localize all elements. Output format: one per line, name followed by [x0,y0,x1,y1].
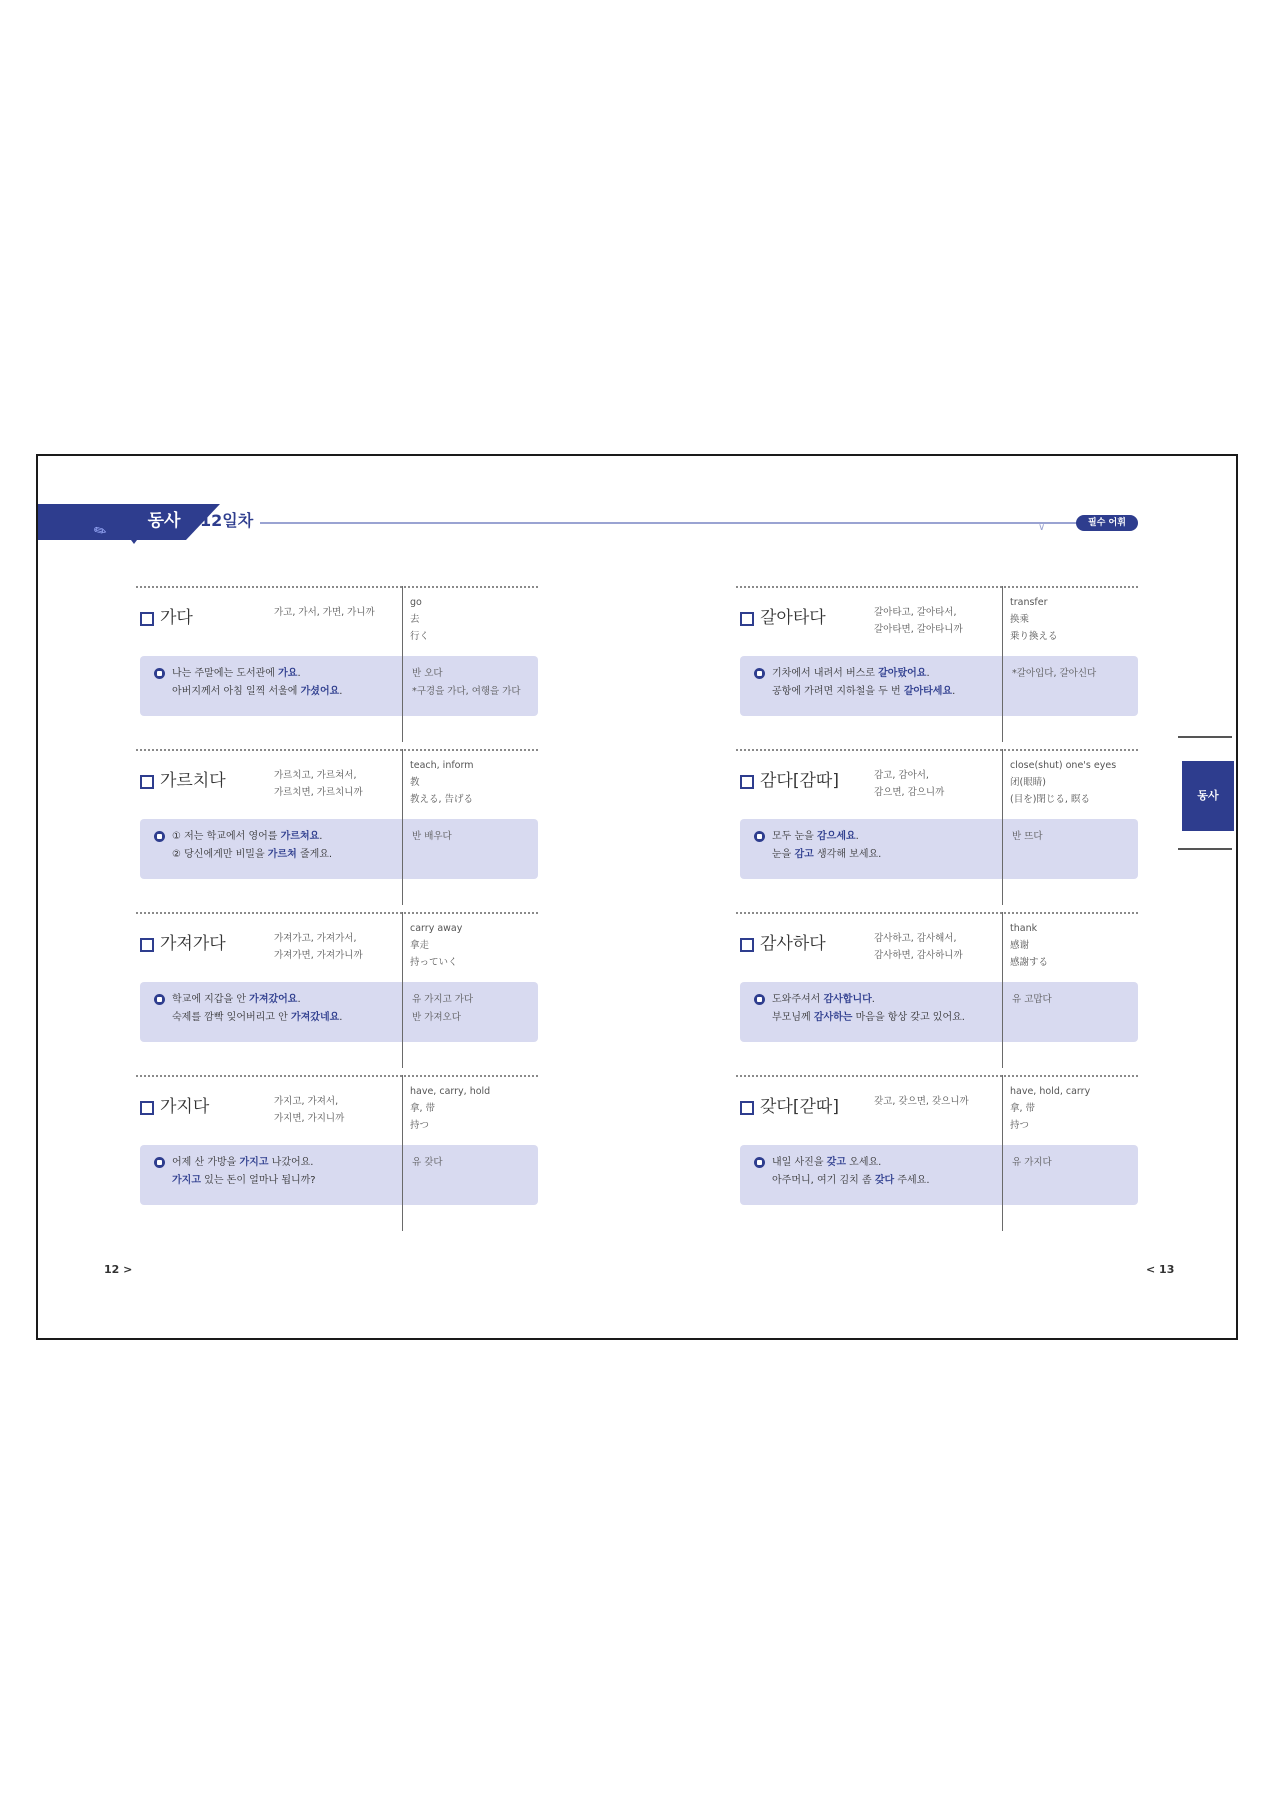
related-word: 유 가지다 [1012,1157,1052,1168]
conjugation-form: 감고, 감아서, [874,770,929,781]
example-box [140,982,538,1042]
related-words [412,828,534,846]
checkbox-icon[interactable] [140,938,154,952]
headword: 가져가다 [160,934,226,954]
example-box [740,819,1138,879]
example-sentence [172,1172,398,1190]
conjugation-forms [274,767,398,801]
translation: transfer [1010,597,1048,608]
sentence-text: 도와주셔서 [772,994,824,1005]
headword: 가르치다 [160,771,226,791]
day-label: 12일차 [200,511,254,530]
related-word: 유 고맙다 [1012,994,1052,1005]
example-bullet-icon [154,831,165,842]
sentence-text: . [952,686,956,697]
checkbox-icon[interactable] [740,612,754,626]
example-bullet-icon [754,994,765,1005]
example-sentence [772,1154,998,1172]
example-bullet-icon [754,668,765,679]
sentence-text: 아주머니, 여기 김치 좀 [772,1175,875,1186]
conjugation-forms [274,604,398,621]
highlighted-word: 가지고 [239,1157,269,1168]
sentence-text: ② 당신에게만 비밀을 [172,849,268,860]
sentence-text: 있는 돈이 얼마나 됩니까? [200,1175,316,1186]
example-separator [402,1145,403,1205]
translation: have, hold, carry [1010,1086,1091,1097]
sentence-text: 공항에 가려면 지하철을 두 번 [772,686,904,697]
sentence-text: . [339,1012,343,1023]
example-sentence [172,991,398,1009]
related-word: 반 가져오다 [412,1012,461,1023]
example-sentence [772,1009,998,1027]
entry-divider [736,912,1138,914]
translations [410,757,536,808]
highlighted-word: 갈아탔어요 [878,668,927,679]
highlighted-word: 가르쳐요 [280,831,320,842]
sentence-text: 학교에 지갑을 안 [172,994,250,1005]
headword: 가지다 [160,1097,210,1117]
example-bullet-icon [754,831,765,842]
translation: 行く [410,631,430,642]
conjugation-forms [274,930,398,964]
checkbox-icon[interactable] [740,1101,754,1115]
headword: 감다[감따] [760,771,839,791]
example-sentences [772,828,998,864]
related-word: *구경을 가다, 여행을 가다 [412,686,521,697]
example-sentences [172,1154,398,1190]
sentence-text: 나는 주말에는 도서관에 [172,668,279,679]
vocab-entry [736,586,1138,742]
conjugation-form: 감사하고, 감사해서, [874,933,957,944]
translations [1010,757,1136,808]
translations [1010,920,1136,971]
sentence-text: . [855,831,859,842]
example-sentence [772,846,998,864]
highlighted-word: 가지고 [172,1175,201,1186]
example-sentence [172,1009,398,1027]
example-sentence [172,683,398,701]
vocab-entry [736,749,1138,905]
vocab-entry [136,1075,538,1231]
translation: 感謝する [1010,957,1049,968]
highlighted-word: 갖고 [826,1157,846,1168]
header-rule-chevron: ∨ [1038,522,1046,533]
translation: 感谢 [1010,940,1030,951]
sentence-text: . [871,994,875,1005]
related-words [1012,828,1134,846]
entry-divider [736,1075,1138,1077]
example-sentences [772,1154,998,1190]
example-bullet-icon [754,1157,765,1168]
conjugation-forms [874,1093,998,1110]
example-separator [402,982,403,1042]
header-rule [260,522,1082,524]
sentence-text: 숙제를 깜빡 잊어버리고 안 [172,1012,291,1023]
conjugation-form: 가르치면, 가르치니까 [274,787,363,798]
translation: 持つ [1010,1120,1030,1131]
example-sentence [172,828,398,846]
related-word: 반 배우다 [412,831,452,842]
conjugation-form: 가고, 가서, 가면, 가니까 [274,607,375,618]
example-box [140,656,538,716]
translation: (目を)閉じる, 瞑る [1010,794,1090,805]
related-word: 반 뜨다 [1012,831,1043,842]
sentence-text: ① 저는 학교에서 영어를 [172,831,281,842]
related-words [1012,665,1134,683]
vocab-entry [136,749,538,905]
headword: 갖다[갇따] [760,1097,839,1117]
highlighted-word: 감으세요 [817,831,856,842]
headword: 감사하다 [760,934,826,954]
translation: 持っていく [410,957,458,968]
conjugation-forms [874,604,998,638]
translation: 拿走 [410,940,430,951]
page-number-right: < 13 [1146,1263,1175,1276]
related-word: *갈아입다, 갈아신다 [1012,668,1097,679]
sentence-text: 줄게요. [296,849,333,860]
vocab-entry [736,1075,1138,1231]
translation: close(shut) one's eyes [1010,760,1117,771]
header-notch [128,536,140,544]
translation: 换乘 [1010,614,1030,625]
side-rule-top [1178,736,1232,738]
vocab-entry [136,586,538,742]
highlighted-word: 가져갔네요 [290,1012,340,1023]
highlighted-word: 갖다 [874,1175,895,1186]
checkbox-icon[interactable] [740,775,754,789]
sentence-text: 부모님께 [772,1012,814,1023]
example-sentences [172,665,398,701]
conjugation-forms [274,1093,398,1127]
translations [1010,594,1136,645]
example-sentence [772,665,998,683]
example-sentence [772,991,998,1009]
related-words [412,1154,534,1172]
highlighted-word: 가져갔어요 [249,994,298,1005]
checkbox-icon[interactable] [140,612,154,626]
translation: 教 [410,777,420,788]
sentence-text: 오세요. [846,1157,882,1168]
example-sentence [772,1172,998,1190]
sentence-text: 눈을 [772,849,795,860]
sentence-text: 모두 눈을 [772,831,817,842]
pen-icon: ✎ [90,520,111,542]
example-sentences [172,991,398,1027]
conjugation-form: 가져가고, 가져가서, [274,933,357,944]
translation: carry away [410,923,463,934]
header-badge: 필수 어휘 [1076,515,1138,531]
sentence-text: 주세요. [894,1175,930,1186]
example-separator [1002,982,1003,1042]
related-word: 유 갖다 [412,1157,443,1168]
example-sentences [172,828,398,864]
highlighted-word: 감사합니다 [823,994,872,1005]
example-separator [1002,1145,1003,1205]
example-separator [1002,819,1003,879]
example-sentences [772,991,998,1027]
translation: 持つ [410,1120,430,1131]
sentence-text: . [297,668,301,679]
example-sentence [172,665,398,683]
example-bullet-icon [154,668,165,679]
conjugation-form: 갖고, 갖으면, 갖으니까 [874,1096,969,1107]
highlighted-word: 가셨어요 [300,686,340,697]
related-words [412,665,534,701]
related-words [1012,1154,1134,1172]
translations [410,920,536,971]
related-words [1012,991,1134,1009]
translation: 拿, 带 [410,1103,436,1114]
conjugation-forms [874,767,998,801]
vocab-entry [736,912,1138,1068]
related-word: 유 가지고 가다 [412,994,474,1005]
conjugation-form: 갈아타면, 갈아타니까 [874,624,963,635]
example-box [740,1145,1138,1205]
highlighted-word: 감고 [794,849,814,860]
entry-divider [736,586,1138,588]
translation: 闭(眼睛) [1010,777,1046,788]
example-separator [1002,656,1003,716]
headword: 갈아타다 [760,608,826,628]
entry-divider [136,1075,538,1077]
page-number-left: 12 > [104,1263,133,1276]
example-sentence [772,683,998,701]
conjugation-form: 감으면, 감으니까 [874,787,945,798]
translations [410,1083,536,1134]
translations [410,594,536,645]
conjugation-form: 가져가면, 가져가니까 [274,950,363,961]
highlighted-word: 가요 [278,668,298,679]
sentence-text: 아버지께서 아침 일찍 서울에 [172,686,301,697]
entry-divider [136,912,538,914]
translation: teach, inform [410,760,474,771]
side-rule-bottom [1178,848,1232,850]
entry-divider [136,586,538,588]
example-sentences [772,665,998,701]
translations [1010,1083,1136,1134]
sentence-text: . [297,994,301,1005]
example-bullet-icon [154,994,165,1005]
conjugation-form: 갈아타고, 갈아타서, [874,607,957,618]
checkbox-icon[interactable] [140,775,154,789]
sentence-text: 기차에서 내려서 버스로 [772,668,879,679]
translation: thank [1010,923,1038,934]
conjugation-forms [874,930,998,964]
example-box [740,982,1138,1042]
translation: go [410,597,422,608]
related-words [412,991,534,1027]
translation: 教える, 告げる [410,794,474,805]
side-tab[interactable]: 동사 [1182,761,1234,831]
conjugation-form: 감사하면, 감사하니까 [874,950,963,961]
translation: 拿, 带 [1010,1103,1036,1114]
sentence-text: . [339,686,343,697]
conjugation-form: 가르치고, 가르쳐서, [274,770,357,781]
highlighted-word: 갈아타세요 [903,686,953,697]
translation: have, carry, hold [410,1086,491,1097]
example-sentence [172,1154,398,1172]
highlighted-word: 감사하는 [813,1012,853,1023]
example-box [140,819,538,879]
vocab-entry [136,912,538,1068]
conjugation-form: 가지고, 가져서, [274,1096,339,1107]
example-bullet-icon [154,1157,165,1168]
entry-divider [136,749,538,751]
example-separator [402,819,403,879]
translation: 去 [410,614,420,625]
sentence-text: 나갔어요. [268,1157,314,1168]
example-sentence [172,846,398,864]
checkbox-icon[interactable] [140,1101,154,1115]
sentence-text: 마음을 항상 갖고 있어요. [852,1012,965,1023]
related-word: 반 오다 [412,668,443,679]
sentence-text: 내일 사진을 [772,1157,827,1168]
example-box [140,1145,538,1205]
sentence-text: 생각해 보세요. [813,849,882,860]
example-box [740,656,1138,716]
highlighted-word: 가르쳐 [267,849,297,860]
entry-divider [736,749,1138,751]
translation: 乗り換える [1010,631,1058,642]
part-of-speech-label: 동사 [147,511,181,531]
example-separator [402,656,403,716]
checkbox-icon[interactable] [740,938,754,952]
sentence-text: 어제 산 가방을 [172,1157,240,1168]
headword: 가다 [160,608,193,628]
sentence-text: . [319,831,323,842]
conjugation-form: 가지면, 가지니까 [274,1113,345,1124]
example-sentence [772,828,998,846]
book-spread [36,454,1238,1340]
sentence-text: . [926,668,930,679]
